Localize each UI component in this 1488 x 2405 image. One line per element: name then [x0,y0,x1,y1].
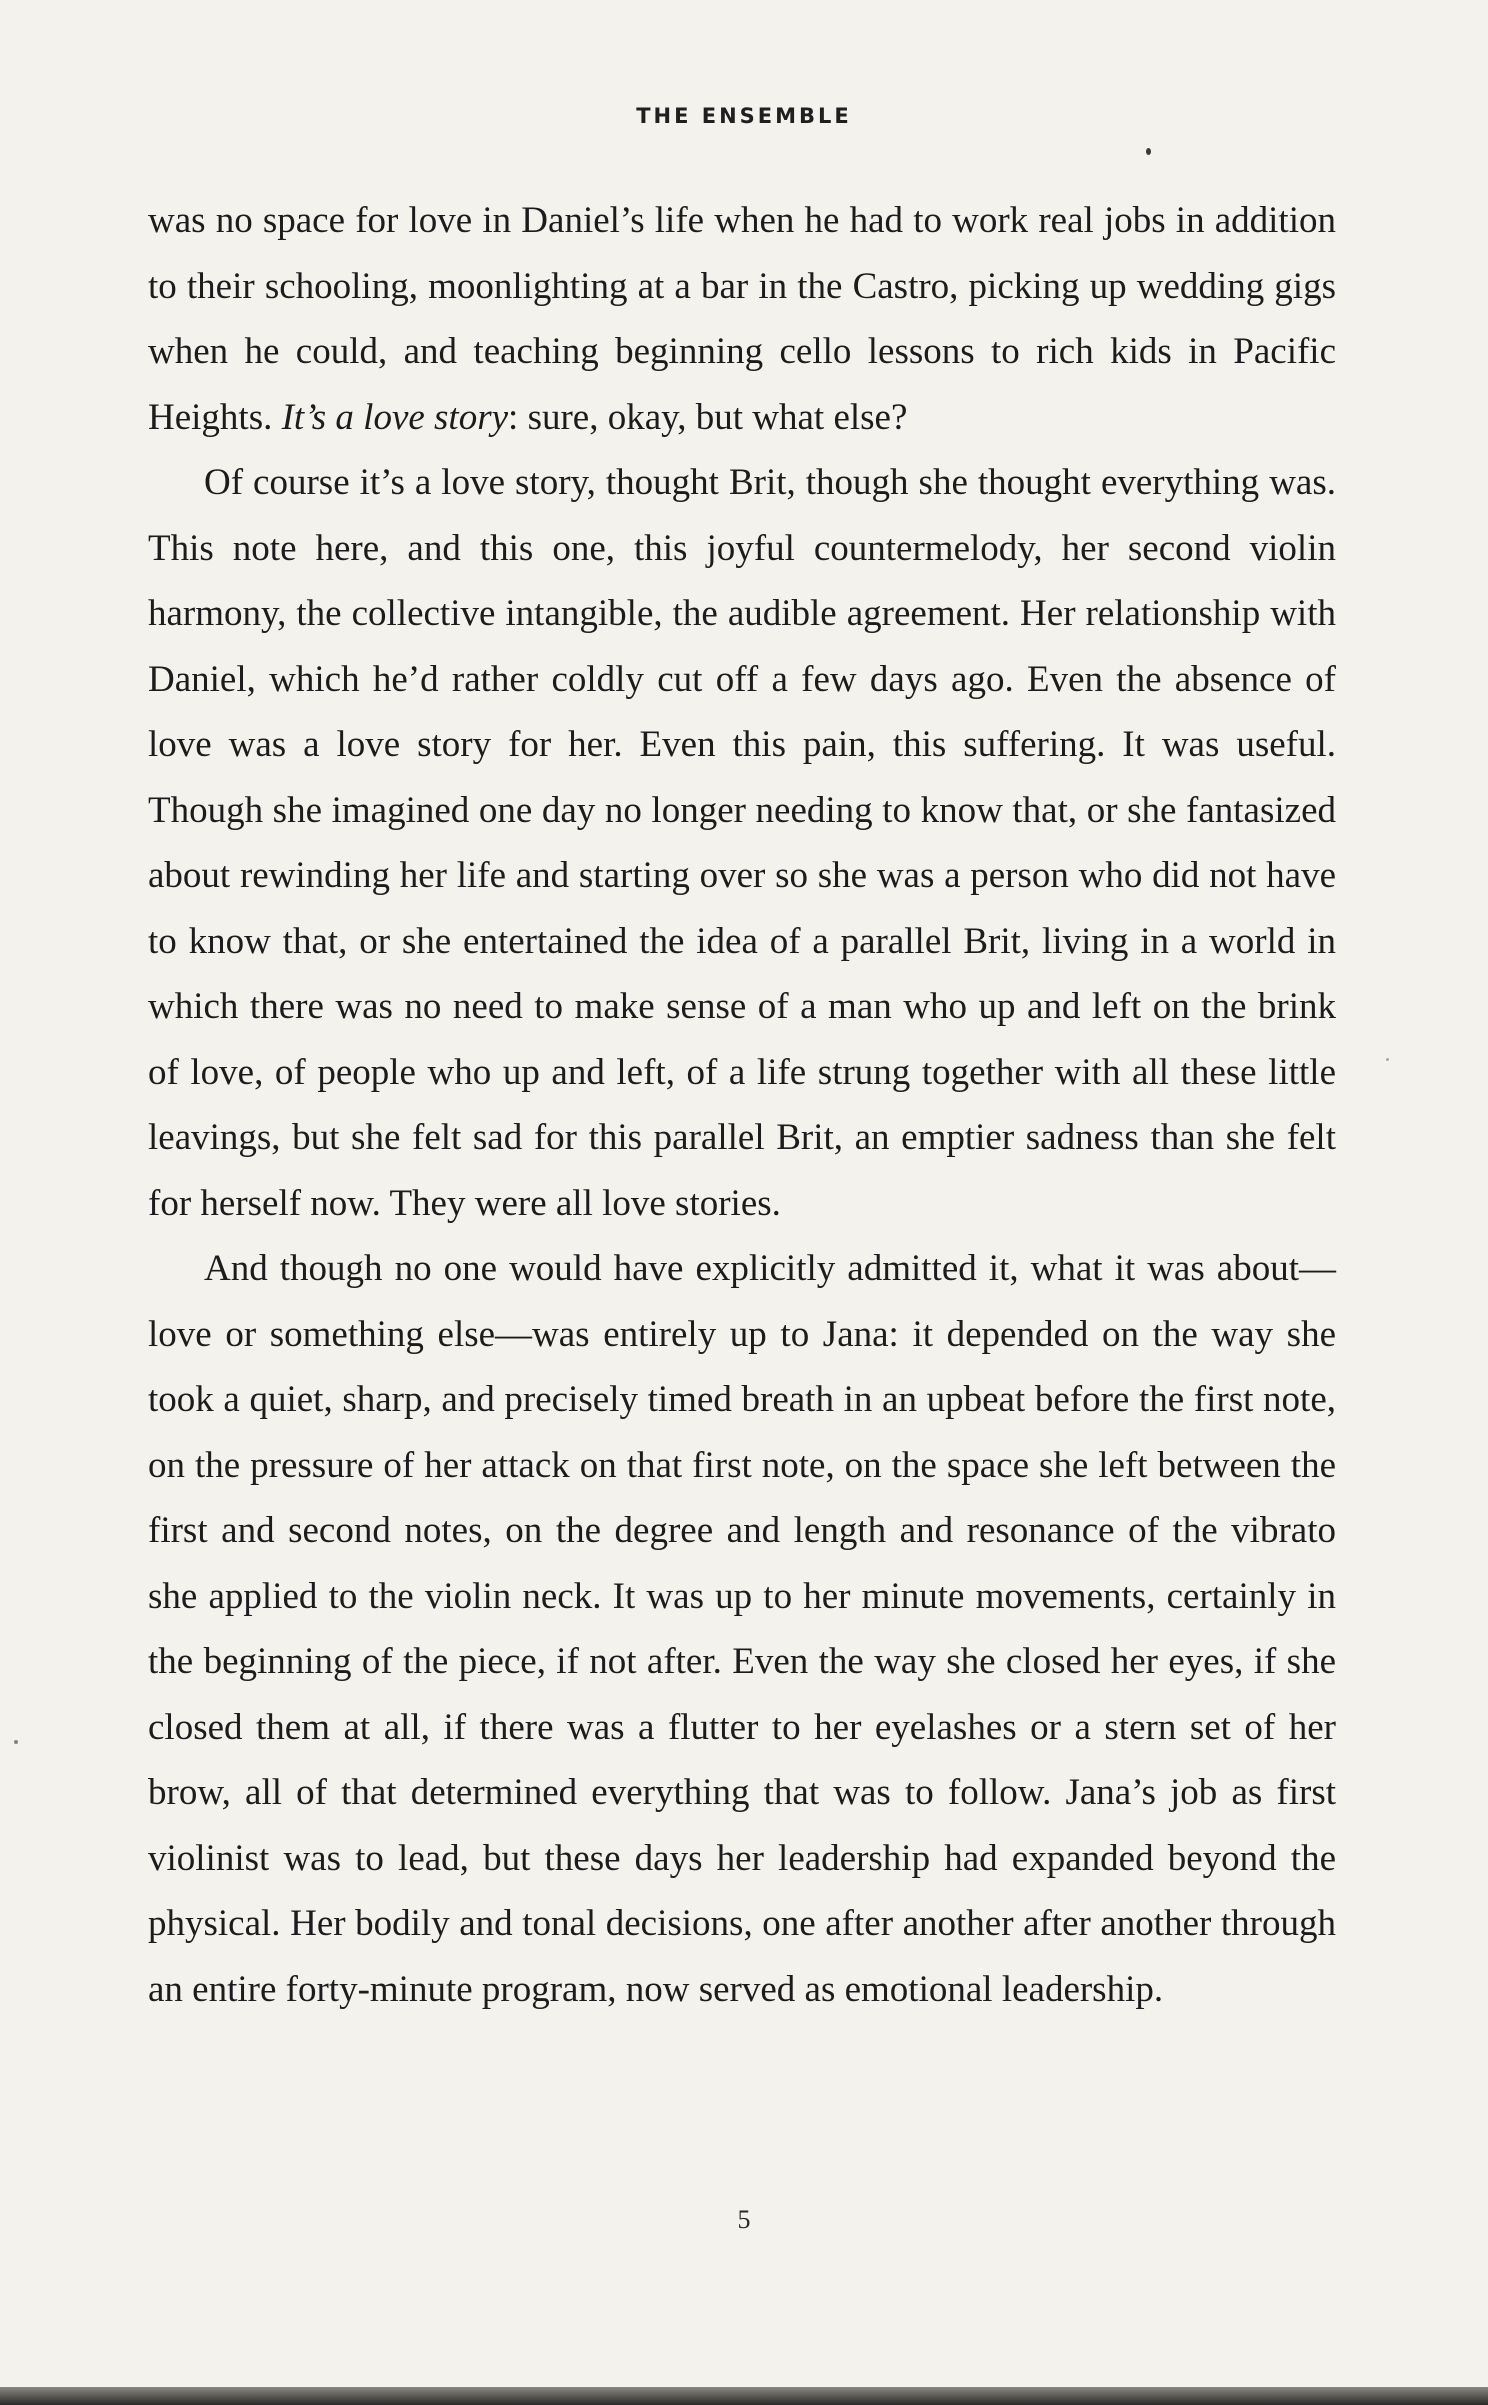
running-head: THE ENSEMBLE [636,104,852,128]
paper-speck [14,1740,18,1744]
paper-speck [1146,148,1151,155]
paragraph-1-tail: : sure, okay, but what else? [508,396,908,438]
body-text [148,188,1336,2022]
page-bottom-edge [0,2387,1488,2405]
paragraph-1-text: was no space for love in Daniel’s life when he had to work real jobs in addition to their schooling, moonlighting at a bar in the Castro, picking up wedding gigs when he could, and teaching beginning cello lessons to rich kids in Pacific Heights. [148,200,1336,438]
paragraph-1-italic: It’s a love story [281,396,509,438]
paper-speck [1386,1058,1389,1061]
paragraph-3: And though no one would have explicitly admitted it, what it was about—love or something else—was entirely up to Jana: it depended on the way she took a quiet, sharp, and precisely timed breath in an upbeat before the first note, on the pressure of her attack on that first note, on the space she left between the first and second notes, on the degree and length and resonance of the vibrato she applied to the violin neck. It was up to her minute movements, certainly in the beginning of the piece, if not after. Even the way she closed her eyes, if she closed them at all, if there was a flutter to her eyelashes or a stern set of her brow, all of that determined everything that was to follow. Jana’s job as first violinist was to lead, but these days her leadership had expanded beyond the physical. Her bodily and tonal decisions, one after another after another through an entire forty-minute program, now served as emotional leadership. [148,1248,1336,2010]
page-number: 5 [737,2205,751,2234]
paragraph-1 [148,188,1336,450]
paragraph-2: Of course it’s a love story, thought Brit, though she thought everything was. This note here, and this one, this joyful countermelody, her second violin harmony, the collective intangible, the audible agreement. Her relationship with Daniel, which he’d rather coldly cut off a few days ago. Even the absence of love was a love story for her. Even this pain, this suffering. It was useful. Though she imagined one day no longer needing to know that, or she fantasized about rewinding her life and starting over so she was a person who did not have to know that, or she entertained the idea of a parallel Brit, living in a world in which there was no need to make sense of a man who up and left on the brink of love, of people who up and left, of a life strung together with all these little leavings, but she felt sad for this parallel Brit, an emptier sadness than she felt for herself now. They were all love stories. [148,462,1336,1224]
